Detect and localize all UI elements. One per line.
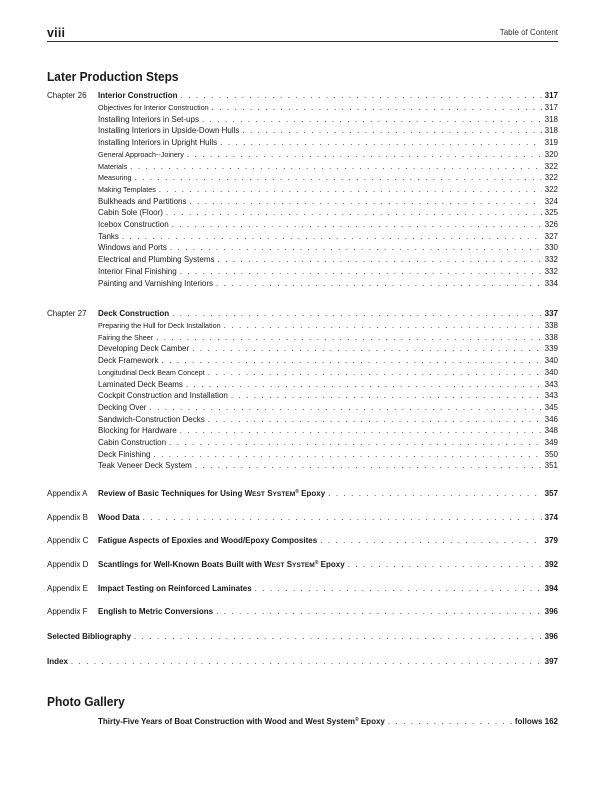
toc-entry-page: 340 xyxy=(544,367,558,377)
toc-entry[interactable] xyxy=(47,219,558,230)
running-title: Table of Content xyxy=(499,28,558,37)
toc-entry-title: Tanks xyxy=(98,231,119,241)
dot-leader xyxy=(216,606,542,617)
toc-entry[interactable] xyxy=(47,242,558,253)
toc-entry-title: Making Templates xyxy=(98,184,156,194)
dot-leader xyxy=(187,149,542,160)
photo-gallery-title: Thirty-Five Years of Boat Construction with Wood and West System® Epoxy xyxy=(98,717,385,726)
appendix-e-row[interactable] xyxy=(47,583,558,594)
appendix-b-row[interactable] xyxy=(47,512,558,523)
toc-entry-title: Icebox Construction xyxy=(98,220,169,229)
appendix-f-title: English to Metric Conversions xyxy=(98,607,214,616)
bibliography-page: 396 xyxy=(544,632,558,641)
dot-leader xyxy=(161,355,541,366)
dot-leader xyxy=(208,367,542,378)
appendix-a-page: 357 xyxy=(544,489,558,498)
toc-entry[interactable] xyxy=(47,320,558,331)
toc-entry-page: 349 xyxy=(544,438,558,447)
toc-entry-title: General Approach--Joinery xyxy=(98,149,184,159)
toc-entry-page: 326 xyxy=(544,220,558,229)
toc-entry-title: Fairing the Sheer xyxy=(98,332,154,342)
toc-entry-title: Installing Interiors in Upside-Down Hulls xyxy=(98,126,240,136)
toc-entry[interactable] xyxy=(47,402,558,413)
dot-leader xyxy=(224,320,542,331)
dot-leader xyxy=(134,631,542,642)
index-title: Index xyxy=(47,657,68,666)
chapter-27-title: Deck Construction xyxy=(98,309,170,318)
section-title-later-production: Later Production Steps xyxy=(47,69,179,84)
appendix-d-label: Appendix D xyxy=(47,560,89,569)
dot-leader xyxy=(190,196,542,207)
dot-leader xyxy=(180,425,542,436)
appendix-f-label: Appendix F xyxy=(47,607,88,616)
toc-entry-page: 320 xyxy=(544,149,558,159)
toc-entry-page: 338 xyxy=(544,332,558,342)
toc-entry-title: Installing Interiors in Set-ups xyxy=(98,114,199,124)
toc-entry-title: Laminated Deck Beams xyxy=(98,379,183,389)
appendix-b-title: Wood Data xyxy=(98,513,140,522)
toc-entry-page: 346 xyxy=(544,414,558,424)
toc-entry-title: Interior Final Finishing xyxy=(98,266,177,276)
toc-entry[interactable] xyxy=(47,114,558,125)
toc-entry-title: Painting and Varnishing Interiors xyxy=(98,278,214,288)
dot-leader xyxy=(156,332,542,343)
dot-leader xyxy=(242,125,541,136)
bibliography-title: Selected Bibliography xyxy=(47,632,132,641)
toc-entry-title: Bulkheads and Partitions xyxy=(98,196,187,206)
appendix-c-label: Appendix C xyxy=(47,536,89,545)
page-number: viii xyxy=(47,26,66,40)
toc-entry[interactable] xyxy=(47,172,558,183)
toc-entry[interactable] xyxy=(47,207,558,218)
toc-entry[interactable] xyxy=(47,437,558,448)
toc-entry-title: Materials xyxy=(98,161,128,171)
toc-entry-page: 332 xyxy=(544,255,558,265)
toc-entry-title: Windows and Ports xyxy=(98,243,167,253)
dot-leader xyxy=(149,402,541,413)
toc-entry-page: 322 xyxy=(544,173,558,183)
appendix-d-title: Scantlings for Well-Known Boats Built with WEST SYSTEM® Epoxy xyxy=(98,560,345,569)
toc-entry[interactable] xyxy=(47,449,558,460)
dot-leader xyxy=(166,207,542,218)
toc-entry-page: 345 xyxy=(544,402,558,412)
toc-entry[interactable] xyxy=(47,355,558,366)
toc-entry-page: 338 xyxy=(544,321,558,330)
dot-leader xyxy=(212,102,542,113)
running-header xyxy=(47,26,558,40)
toc-entry-page: 351 xyxy=(544,461,558,471)
toc-entry[interactable] xyxy=(47,231,558,242)
toc-entry-title: Installing Interiors in Upright Hulls xyxy=(98,138,218,148)
toc-entry-page: 343 xyxy=(544,379,558,389)
toc-entry[interactable] xyxy=(47,414,558,425)
appendix-c-title: Fatigue Aspects of Epoxies and Wood/Epoxy Composites xyxy=(98,536,318,545)
dot-leader xyxy=(122,231,542,242)
toc-entry[interactable] xyxy=(47,196,558,207)
chapter-26-row[interactable] xyxy=(47,90,558,101)
photo-gallery-row[interactable] xyxy=(47,716,558,727)
appendix-e-label: Appendix E xyxy=(47,584,88,593)
toc-entry-title: Cabin Sole (Floor) xyxy=(98,208,163,218)
appendix-b-page: 374 xyxy=(544,513,558,522)
dot-leader xyxy=(320,535,541,546)
index-row[interactable] xyxy=(47,656,558,667)
dot-leader xyxy=(172,219,542,230)
dot-leader xyxy=(255,583,542,594)
toc-entry[interactable] xyxy=(47,125,558,136)
chapter-27-page: 337 xyxy=(544,309,558,318)
toc-entry[interactable] xyxy=(47,460,558,471)
dot-leader xyxy=(135,172,542,183)
dot-leader xyxy=(130,161,541,172)
dot-leader xyxy=(186,379,542,390)
toc-entry-title: Sandwich-Construction Decks xyxy=(98,414,205,424)
toc-entry-title: Blocking for Hardware xyxy=(98,426,177,436)
toc-entry-title: Longitudinal Deck Beam Concept xyxy=(98,367,205,377)
chapter-26-label: Chapter 26 xyxy=(47,91,87,100)
chapter-27-row[interactable] xyxy=(47,308,558,319)
dot-leader xyxy=(218,254,542,265)
toc-entry[interactable] xyxy=(47,379,558,390)
header-rule xyxy=(47,41,558,42)
dot-leader xyxy=(195,460,542,471)
section-title-photo-gallery: Photo Gallery xyxy=(47,694,125,709)
toc-entry-page: 332 xyxy=(544,266,558,276)
toc-entry[interactable] xyxy=(47,184,558,195)
dot-leader xyxy=(208,414,542,425)
appendix-a-row[interactable] xyxy=(47,488,558,499)
dot-leader xyxy=(181,90,542,101)
dot-leader xyxy=(202,114,542,125)
toc-entry-title: Cabin Construction xyxy=(98,438,167,447)
toc-entry[interactable] xyxy=(47,343,558,354)
toc-entry-title: Deck Finishing xyxy=(98,449,151,459)
toc-entry[interactable] xyxy=(47,266,558,277)
toc-entry-page: 339 xyxy=(544,344,558,354)
toc-entry[interactable] xyxy=(47,161,558,172)
toc-entry[interactable] xyxy=(47,254,558,265)
dot-leader xyxy=(216,278,542,289)
toc-entry-page: 319 xyxy=(544,138,558,148)
toc-entry-title: Developing Deck Camber xyxy=(98,344,190,354)
toc-entry-page: 318 xyxy=(544,126,558,136)
toc-entry-title: Measuring xyxy=(98,173,132,183)
toc-entry-page: 343 xyxy=(544,391,558,401)
toc-entry-page: 350 xyxy=(544,449,558,459)
appendix-c-row[interactable] xyxy=(47,535,558,546)
toc-entry-page: 322 xyxy=(544,161,558,171)
dot-leader xyxy=(180,266,542,277)
toc-entry-page: 327 xyxy=(544,231,558,241)
toc-entry[interactable] xyxy=(47,367,558,378)
toc-entry-page: 325 xyxy=(544,208,558,218)
appendix-a-title: Review of Basic Techniques for Using WEST SYSTEM® Epoxy xyxy=(98,489,326,498)
photo-gallery-page: follows 162 xyxy=(514,717,558,726)
dot-leader xyxy=(172,308,542,319)
toc-entry-page: 322 xyxy=(544,184,558,194)
bibliography-row[interactable] xyxy=(47,631,558,642)
dot-leader xyxy=(231,390,542,401)
toc-entry[interactable] xyxy=(47,425,558,436)
dot-leader xyxy=(192,343,541,354)
toc-entry[interactable] xyxy=(47,332,558,343)
toc-entry-title: Electrical and Plumbing Systems xyxy=(98,255,215,265)
toc-entry[interactable] xyxy=(47,102,558,113)
dot-leader xyxy=(220,137,541,148)
chapter-26-page: 317 xyxy=(544,91,558,100)
dot-leader xyxy=(143,512,542,523)
toc-entry-title: Decking Over xyxy=(98,402,147,412)
toc-entry[interactable] xyxy=(47,390,558,401)
dot-leader xyxy=(159,184,542,195)
appendix-b-label: Appendix B xyxy=(47,513,88,522)
dot-leader xyxy=(170,242,542,253)
toc-entry-title: Teak Veneer Deck System xyxy=(98,461,192,471)
toc-entry-title: Deck Framework xyxy=(98,356,159,366)
toc-entry-title: Preparing the Hull for Deck Installation xyxy=(98,321,221,330)
toc-entry[interactable] xyxy=(47,137,558,148)
dot-leader xyxy=(169,437,542,448)
dot-leader xyxy=(71,656,542,667)
toc-entry-page: 324 xyxy=(544,196,558,206)
index-page: 397 xyxy=(544,657,558,666)
toc-entry[interactable] xyxy=(47,149,558,160)
toc-entry-page: 318 xyxy=(544,114,558,124)
toc-entry-title: Cockpit Construction and Installation xyxy=(98,391,228,401)
appendix-f-row[interactable] xyxy=(47,606,558,617)
toc-entry-page: 348 xyxy=(544,426,558,436)
appendix-a-label: Appendix A xyxy=(47,489,88,498)
dot-leader xyxy=(388,716,512,727)
toc-entry-title: Objectives for Interior Construction xyxy=(98,103,209,112)
toc-entry-page: 330 xyxy=(544,243,558,253)
chapter-26-title: Interior Construction xyxy=(98,91,178,100)
appendix-d-page: 392 xyxy=(544,560,558,569)
appendix-e-title: Impact Testing on Reinforced Laminates xyxy=(98,584,252,593)
dot-leader xyxy=(328,488,541,499)
chapter-27-label: Chapter 27 xyxy=(47,309,87,318)
toc-entry-page: 317 xyxy=(544,103,558,112)
appendix-e-page: 394 xyxy=(544,584,558,593)
toc-entry-page: 334 xyxy=(544,278,558,288)
dot-leader xyxy=(348,559,542,570)
toc-entry-page: 340 xyxy=(544,356,558,366)
toc-entry[interactable] xyxy=(47,278,558,289)
dot-leader xyxy=(153,449,541,460)
appendix-f-page: 396 xyxy=(544,607,558,616)
appendix-d-row[interactable] xyxy=(47,559,558,570)
appendix-c-page: 379 xyxy=(544,536,558,545)
